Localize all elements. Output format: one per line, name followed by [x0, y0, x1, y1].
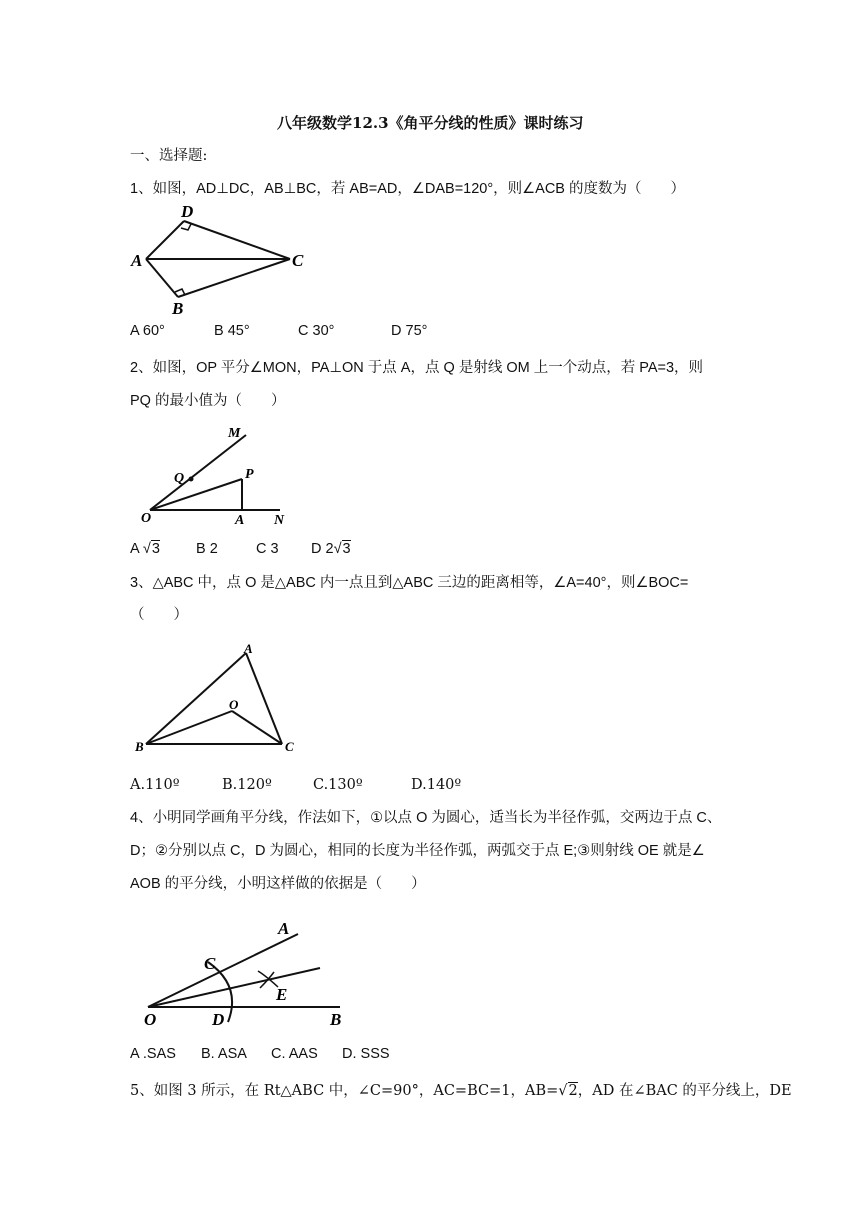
- q4-label-b: B: [330, 1010, 342, 1029]
- question-2-line-1: 2、如图，OP 平分∠MON，PA⊥ON 于点 A，点 Q 是射线 OM 上一个动点，若 PA=3，则: [130, 360, 704, 376]
- q3-label-c: C: [285, 739, 294, 754]
- q2-label-m: M: [228, 426, 241, 441]
- q3-label-o: O: [229, 697, 239, 712]
- question-2-line-2: PQ 的最小值为（ ）: [130, 393, 286, 409]
- q1-label-b: B: [172, 299, 184, 318]
- question-3-line-2: （ ）: [130, 607, 188, 623]
- q3-option-b: B.120º: [222, 777, 272, 793]
- sqrt-symbol: √3: [142, 541, 160, 557]
- q1-label-a: A: [131, 251, 143, 270]
- q2-option-b: B 2: [196, 541, 218, 557]
- q2-label-o: O: [141, 511, 152, 526]
- sqrt-symbol: √2: [558, 1083, 578, 1099]
- q4-option-a: A .SAS: [130, 1046, 176, 1062]
- q4-option-b: B. ASA: [201, 1046, 247, 1062]
- q1-label-d: D: [181, 202, 194, 221]
- q2-label-p: P: [245, 467, 254, 482]
- q3-triangle-figure: [132, 636, 312, 756]
- question-4-line-1: 4、小明同学画角平分线，作法如下，①以点 O 为圆心，适当长为半径作弧，交两边于点 C、: [130, 810, 722, 826]
- q4-bisector-figure: [140, 914, 360, 1034]
- q4-label-c: C: [204, 954, 216, 973]
- q1-kite-figure: [128, 200, 328, 320]
- q2-point-q: [189, 477, 194, 482]
- q2-option-c: C 3: [256, 541, 279, 557]
- q2-label-a: A: [235, 513, 245, 528]
- q1-option-c: C 30°: [298, 323, 335, 339]
- q4-label-d: D: [212, 1010, 225, 1029]
- q4-label-a: A: [278, 919, 290, 938]
- question-1-text: 1、如图，AD⊥DC，AB⊥BC，若 AB=AD，∠DAB=120°，则∠ACB 的度数为（ ）: [130, 181, 685, 197]
- q2-label-n: N: [274, 513, 285, 528]
- section-heading: 一、选择题:: [130, 148, 208, 164]
- q2-option-d: D 2√3: [311, 541, 351, 557]
- q1-label-c: C: [292, 251, 304, 270]
- q3-option-d: D.140º: [411, 777, 462, 793]
- q1-option-b: B 45°: [214, 323, 250, 339]
- question-3-line-1: 3、△ABC 中，点 O 是△ABC 内一点且到△ABC 三边的距离相等，∠A=40°，则∠BOC=: [130, 575, 689, 591]
- q4-option-c: C. AAS: [271, 1046, 318, 1062]
- q3-label-a: A: [244, 641, 253, 656]
- question-5-line-1: 5、如图 3 所示，在 Rt△ABC 中，∠C=90°，AC=BC=1，AB=√2，AD 在∠BAC 的平分线上，DE: [130, 1083, 792, 1099]
- q4-label-o: O: [144, 1010, 157, 1029]
- q2-option-a: A √3: [130, 541, 160, 557]
- q2-angle-figure: [138, 422, 298, 532]
- q1-option-d: D 75°: [391, 323, 428, 339]
- q3-option-c: C.130º: [313, 777, 363, 793]
- page-title: 八年级数学12.3《角平分线的性质》课时练习: [277, 114, 584, 132]
- question-4-line-2: D；②分别以点 C，D 为圆心，相同的长度为半径作弧，两弧交于点 E;③则射线 OE 就是∠: [130, 843, 705, 859]
- sqrt-symbol: √3: [333, 541, 351, 557]
- q4-label-e: E: [276, 985, 288, 1004]
- q1-option-a: A 60°: [130, 323, 165, 339]
- q3-label-b: B: [135, 739, 144, 754]
- question-4-line-3: AOB 的平分线，小明这样做的依据是（ ）: [130, 876, 426, 892]
- q2-label-q: Q: [174, 471, 185, 486]
- q3-option-a: A.110º: [130, 777, 180, 793]
- q4-option-d: D. SSS: [342, 1046, 390, 1062]
